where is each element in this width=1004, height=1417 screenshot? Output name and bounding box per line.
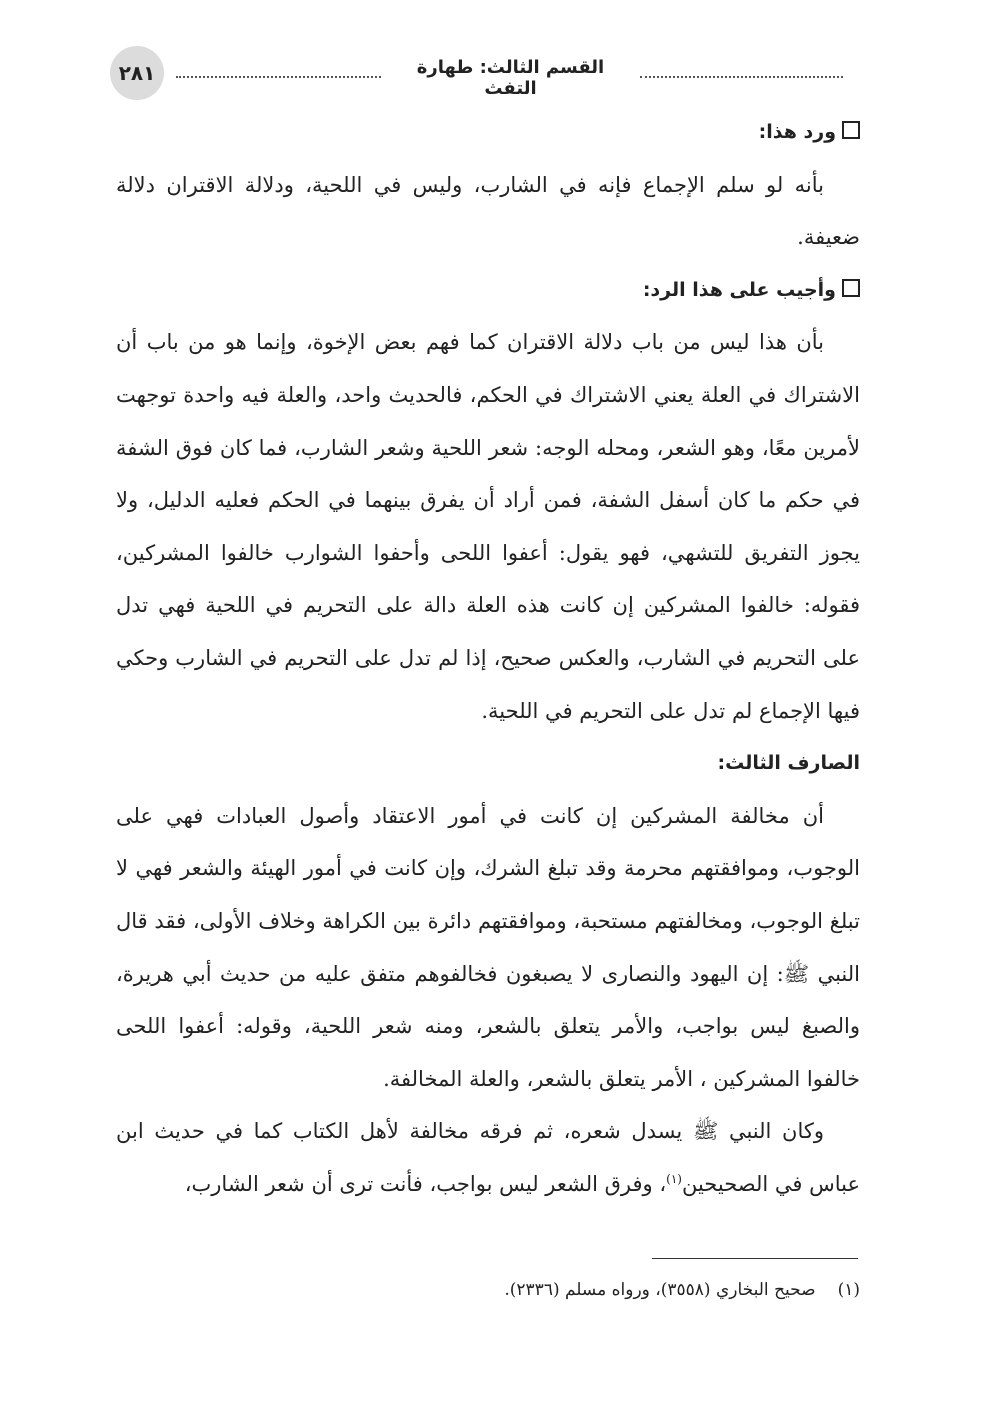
running-title: القسم الثالث: طهارة التفث — [416, 57, 605, 99]
header-dotted-leader-right — [640, 76, 843, 78]
answer-heading: وأجيب على هذا الرد: — [116, 264, 860, 317]
checkbox-square-icon — [842, 121, 860, 139]
footnote-reference[interactable]: (١) — [666, 1171, 682, 1186]
last-paragraph: وكان النبي ﷺ يسدل شعره، ثم فرقه مخالفة لأهل الكتاب كما في حديث ابن عباس في الصحيحين$^{(١)}$، وفرق الشعر ليس بواجب، فأنت ترى أن شعر الشارب، — [116, 1119, 860, 1196]
third-section-paragraph: أن مخالفة المشركين إن كانت في أمور الاعتقاد وأصول العبادات فهي على الوجوب، وموافقتهم محرمة وقد تبلغ الشرك، وإن كانت في أمور الهيئة والشعر فهي لا تبلغ الوجوب، ومخالفتهم مستحبة، وموافقتهم دائرة بين الكراهة وخلاف الأولى، فقد قال النبي ﷺ: إن اليهود والنصارى لا يصبغون فخالفوهم متفق عليه من حديث أبي هريرة، والصبغ ليس بواجب، والأمر يتعلق بالشعر، ومنه شعر اللحية، وقوله: أعفوا اللحى خالفوا المشركين ، الأمر يتعلق بالشعر، والعلة المخالفة. — [116, 803, 860, 1091]
header-dotted-leader-left — [176, 76, 381, 78]
answer-paragraph: بأن هذا ليس من باب دلالة الاقتران كما فهم بعض الإخوة، وإنما هو من باب أن الاشتراك في العلة يعني الاشتراك في الحكم، فالحديث واحد، والعلة فيه واحدة توجهت لأمرين معًا، وهو الشعر، ومحله الوجه: شعر اللحية وشعر الشارب، فما كان فوق الشفة في حكم ما كان أسفل الشفة، فمن أراد أن يفرق بينهما في الحكم فعليه الدليل، ولا يجوز التفريق للتشهي، فهو يقول: أعفوا اللحى وأحفوا الشوارب خالفوا المشركين، فقوله: خالفوا المشركين إن كانت هذه العلة دالة على التحريم في اللحية فهي تدل على التحريم في الشارب، والعكس صحيح، إذا لم تدل على التحريم في الشارب وحكي فيها الإجماع لم تدل على التحريم في اللحية. — [116, 330, 860, 723]
footnote — [116, 1280, 860, 1300]
page-header — [110, 46, 856, 100]
third-section-heading: الصارف الثالث: — [717, 752, 860, 775]
checkbox-square-icon — [842, 279, 860, 297]
objection-heading: ورد هذا: — [116, 106, 860, 159]
footnote-text: صحيح البخاري (٣٥٥٨)، ورواه مسلم (٢٣٣٦). — [504, 1280, 816, 1300]
footnote-number: (١) — [837, 1280, 860, 1300]
main-text — [116, 106, 860, 1210]
page-number-badge: ٢٨١ — [110, 46, 164, 100]
objection-paragraph: بأنه لو سلم الإجماع فإنه في الشارب، وليس في اللحية، ودلالة الاقتران دلالة ضعيفة. — [116, 172, 860, 250]
footnote-separator — [652, 1258, 858, 1259]
